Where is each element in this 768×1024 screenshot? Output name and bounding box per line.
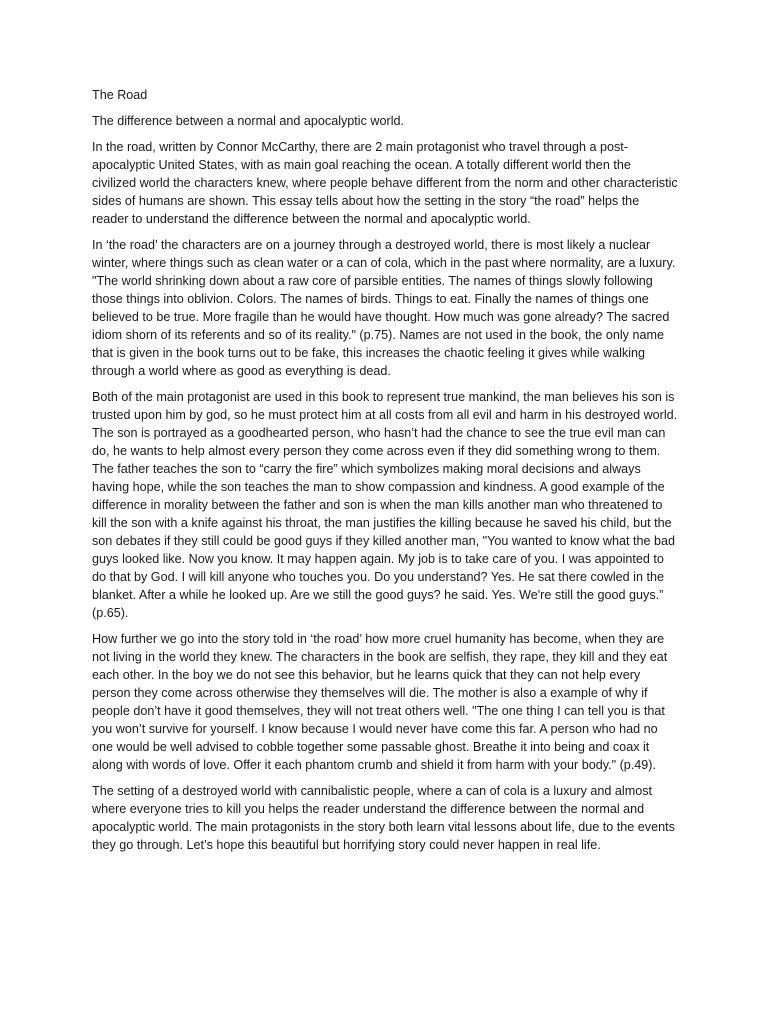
document-title: The Road bbox=[92, 88, 148, 102]
document-page bbox=[92, 86, 678, 862]
paragraph-conclusion: The setting of a destroyed world with cannibalistic people, where a can of cola is a luxury and almost where everyone tries to kill you helps the reader understand the difference between the normal and apocalyptic world. The main protagonists in the story both learn vital lessons about life, due to the events they go through. Let’s hope this beautiful but horrifying story could never happen in real life. bbox=[92, 784, 675, 852]
document-subtitle: The difference between a normal and apocalyptic world. bbox=[92, 114, 404, 128]
paragraph-intro: In the road, written by Connor McCarthy, there are 2 main protagonist who travel through a post-apocalyptic United States, with as main goal reaching the ocean. A totally different world then the civilized world the characters knew, where people behave different from the norm and other characteristic sides of humans are shown. This essay tells about how the setting in the story “the road” helps the reader to understand the difference between the normal and apocalyptic world. bbox=[92, 140, 678, 226]
paragraph-protagonists: Both of the main protagonist are used in this book to represent true mankind, the man believes his son is trusted upon him by god, so he must protect him at all costs from all evil and harm in his destroyed world. The son is portrayed as a goodhearted person, who hasn’t had the chance to see the true evil man can do, he wants to help almost every person they come across even if they did something wrong to them. The father teaches the son to “carry the fire” which symbolizes making moral decisions and always having hope, while the son teaches the man to show compassion and kindness. A good example of the difference in morality between the father and son is when the man kills another man who threatened to kill the son with a knife against his throat, the man justifies the killing because he saved his child, but the son debates if they still could be good guys if they killed another man, "You wanted to know what the bad guys looked like. Now you know. It may happen again. My job is to take care of you. I was appointed to do that by God. I will kill anyone who touches you. Do you understand? Yes. He sat there cowled in the blanket. After a while he looked up. Are we still the good guys? he said. Yes. We're still the good guys.” (p.65). bbox=[92, 390, 678, 620]
paragraph-humanity: How further we go into the story told in ‘the road’ how more cruel humanity has become, when they are not living in the world they knew. The characters in the book are selfish, they rape, they kill and they eat each other. In the boy we do not see this behavior, but he learns quick that they can not help every person they come across otherwise they themselves will die. The mother is also a example of why if people don’t have it good themselves, they will not treat others well. "The one thing I can tell you is that you won’t survive for yourself. I know because I would never have come this far. A person who had no one would be well advised to cobble together some passable ghost. Breathe it into being and coax it along with words of love. Offer it each phantom crumb and shield it from harm with your body." (p.49). bbox=[92, 632, 668, 772]
paragraph-setting: In ‘the road’ the characters are on a journey through a destroyed world, there is most likely a nuclear winter, where things such as clean water or a can of cola, which in the past where normality, are a luxury. "The world shrinking down about a raw core of parsible entities. The names of things slowly following those things into oblivion. Colors. The names of birds. Things to eat. Finally the names of things one believed to be true. More fragile than he would have thought. How much was gone already? The sacred idiom shorn of its referents and so of its reality." (p.75). Names are not used in the book, the only name that is given in the book turns out to be fake, this increases the chaotic feeling it gives while walking through a world where as good as everything is dead. bbox=[92, 238, 676, 378]
